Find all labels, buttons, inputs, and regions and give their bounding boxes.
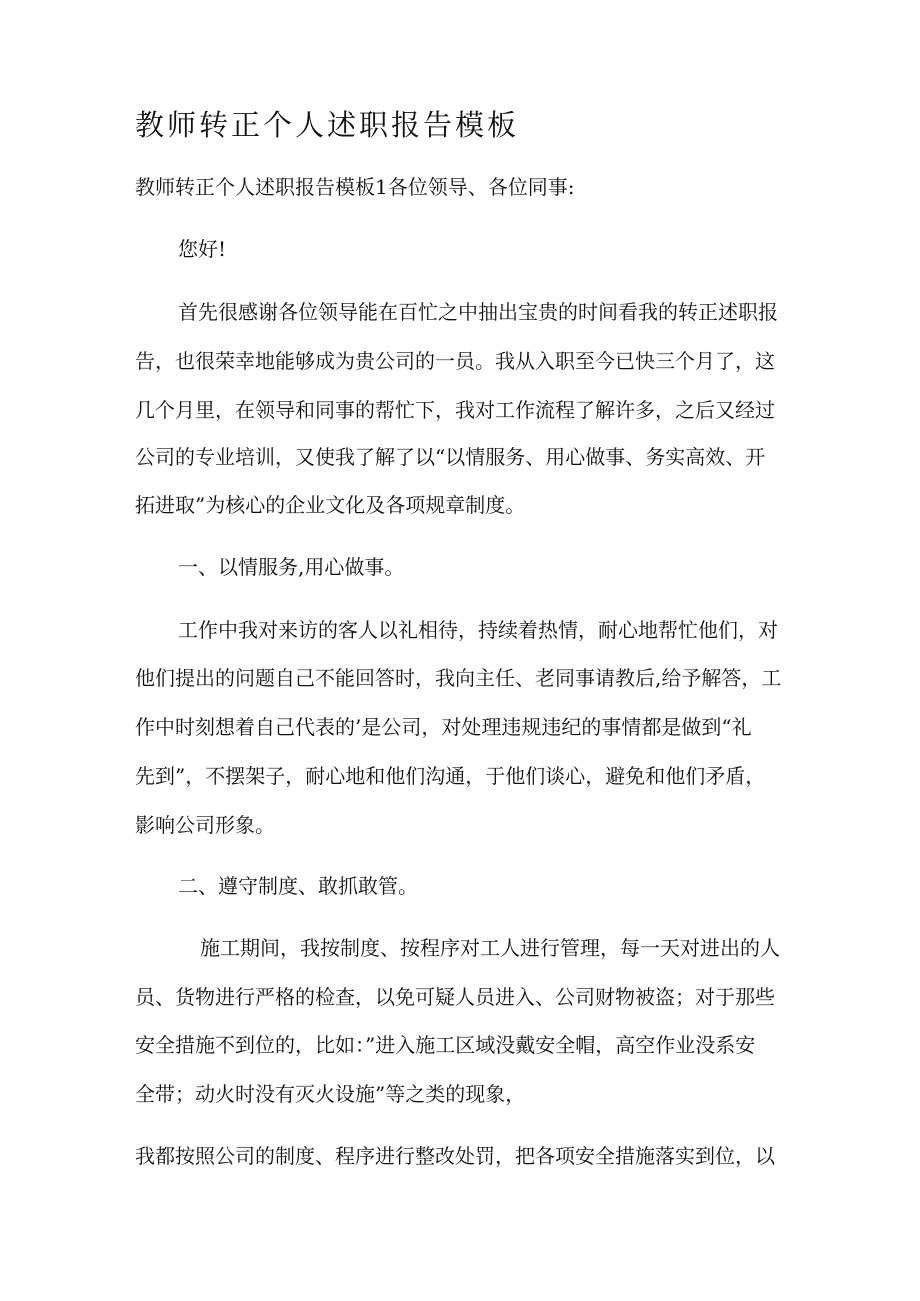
paragraph-line: 工作中我对来访的客人以礼相待，持续着热情，耐心地帮忙他们，对 (178, 618, 778, 642)
greeting: 您好! (178, 237, 227, 261)
paragraph-line: 公司的专业培训，又使我了解了以“以情服务、用心做事、务实高效、开 (135, 445, 766, 469)
paragraph-line: 拓进取”为核心的企业文化及各项规章制度。 (135, 493, 526, 517)
paragraph-line: 影响公司形象。 (135, 813, 275, 837)
paragraph-line: 作中时刻想着自己代表的’是公司，对处理违规违纪的事情都是做到“礼 (135, 715, 752, 739)
paragraph-line: 几个月里，在领导和同事的帮忙下，我对工作流程了解许多，之后又经过 (135, 398, 775, 422)
section-heading-2: 二、遵守制度、敢抓敢管。 (178, 874, 418, 898)
paragraph-line: 先到”，不摆架子，耐心地和他们沟通，于他们谈心，避免和他们矛盾， (135, 764, 766, 788)
section-heading-1: 一、以情服务,用心做事。 (178, 555, 405, 579)
intro-line: 教师转正个人述职报告模板1各位领导、各位同事: (135, 175, 575, 199)
paragraph-line: 施工期间，我按制度、按程序对工人进行管理，每一天对进出的人 (200, 936, 780, 960)
paragraph-line: 首先很感谢各位领导能在百忙之中抽出宝贵的时间看我的转正述职报 (178, 300, 778, 324)
paragraph-line: 安全措施不到位的，比如：”进入施工区域没戴安全帽，高空作业没系安 (135, 1033, 756, 1057)
paragraph-line: 员、货物进行严格的检查，以免可疑人员进入、公司财物被盗；对于那些 (135, 985, 775, 1009)
paragraph-line: 我都按照公司的制度、程序进行整改处罚，把各项安全措施落实到位，以 (135, 1144, 775, 1168)
paragraph-line: 他们提出的问题自己不能回答时，我向主任、老同事请教后,给予解答，工 (135, 666, 782, 690)
paragraph-line: 全带；动火时没有灭火设施”等之类的现象， (135, 1082, 526, 1106)
paragraph-line: 告，也很荣幸地能够成为贵公司的一员。我从入职至今已快三个月了，这 (135, 349, 775, 373)
document-title: 教师转正个人述职报告模板 (135, 108, 520, 142)
